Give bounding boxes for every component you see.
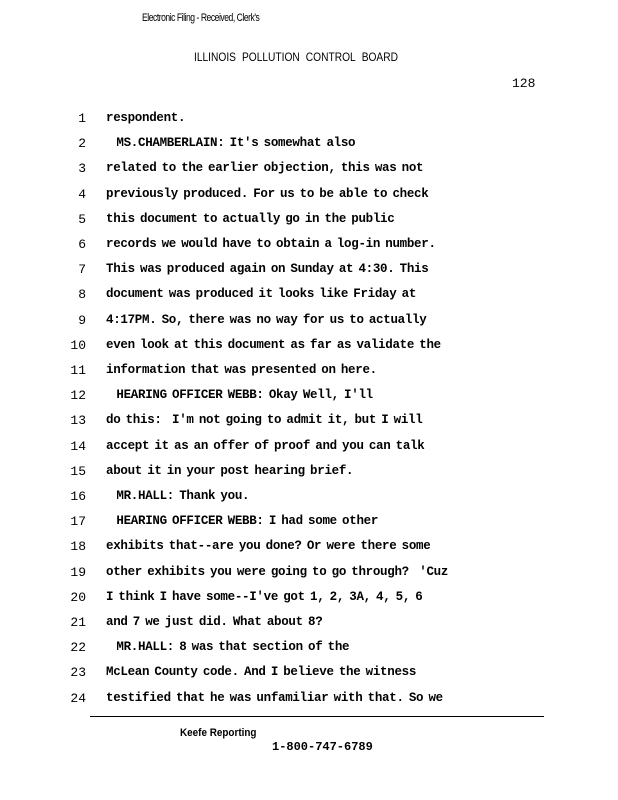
line-number: 19 <box>70 564 86 580</box>
line-number: 3 <box>78 161 86 177</box>
line-number: 15 <box>70 463 86 479</box>
line-text: even look at this document as far as validate the <box>106 337 441 352</box>
line-text: related to the earlier objection, this was not <box>106 161 424 176</box>
line-text: do this: I'm not going to admit it, but I will <box>106 413 423 428</box>
filing-stamp: Electronic Filing - Received, Clerk's <box>142 12 260 24</box>
line-number: 2 <box>78 136 86 152</box>
line-text: and 7 we just did. What about 8? <box>106 615 323 629</box>
reporter-phone: 1-800-747-6789 <box>272 740 373 754</box>
line-number: 8 <box>78 287 86 303</box>
reporter-company: Keefe Reporting <box>180 727 257 739</box>
line-text: exhibits that--are you done? Or were there some <box>106 539 431 554</box>
line-text: information that was presented on here. <box>106 363 377 377</box>
line-number: 7 <box>78 262 86 278</box>
line-text: document was produced it looks like Friday at <box>106 287 417 302</box>
line-text: MS.CHAMBERLAIN: It's somewhat also <box>106 136 356 151</box>
line-number: 21 <box>70 615 86 630</box>
line-number: 9 <box>78 312 86 328</box>
line-number: 24 <box>70 690 86 706</box>
line-text: I think I have some--I've got 1, 2, 3A, 4, 5, 6 <box>106 589 423 604</box>
line-text: accept it as an offer of proof and you can talk <box>106 438 425 453</box>
line-text: HEARING OFFICER WEBB: Okay Well, I'll <box>106 388 373 403</box>
line-number: 12 <box>70 388 86 404</box>
line-text: HEARING OFFICER WEBB: I had some other <box>106 514 379 529</box>
line-number: 11 <box>70 363 86 378</box>
line-text: records we would have to obtain a log-in number. <box>106 237 436 251</box>
line-number: 18 <box>70 539 86 555</box>
line-text: MR.HALL: Thank you. <box>106 489 250 503</box>
line-number: 23 <box>70 665 86 681</box>
line-number: 5 <box>78 211 86 227</box>
line-number: 22 <box>70 640 86 656</box>
board-word: CONTROL <box>305 50 356 64</box>
line-text: 4:17PM. So, there was no way for us to actually <box>106 312 427 327</box>
board-word: BOARD <box>361 50 398 64</box>
line-text: This was produced again on Sunday at 4:30. This <box>106 262 429 277</box>
line-number: 20 <box>70 589 86 605</box>
board-header <box>194 50 398 64</box>
line-number: 1 <box>78 111 86 126</box>
line-number: 4 <box>78 186 86 202</box>
footer-rule <box>90 716 544 717</box>
line-number: 10 <box>70 337 86 353</box>
line-number: 13 <box>70 413 86 429</box>
board-word: ILLINOIS <box>194 50 236 64</box>
line-text: other exhibits you were going to go through? 'Cuz <box>106 564 449 579</box>
line-text: McLean County code. And I believe the witness <box>106 665 417 680</box>
line-text: about it in your post hearing brief. <box>106 463 354 478</box>
line-text: MR.HALL: 8 was that section of the <box>106 640 350 655</box>
line-text: previously produced. For us to be able to check <box>106 186 429 201</box>
line-text: this document to actually go in the public <box>106 211 395 226</box>
line-number: 17 <box>70 514 86 530</box>
line-text: testified that he was unfamiliar with that. So we <box>106 690 443 705</box>
line-number: 14 <box>70 438 86 454</box>
board-word: POLLUTION <box>241 50 300 64</box>
line-number: 6 <box>78 237 86 252</box>
line-text: respondent. <box>106 111 186 125</box>
page-number: 128 <box>512 76 536 91</box>
line-number: 16 <box>70 489 86 504</box>
